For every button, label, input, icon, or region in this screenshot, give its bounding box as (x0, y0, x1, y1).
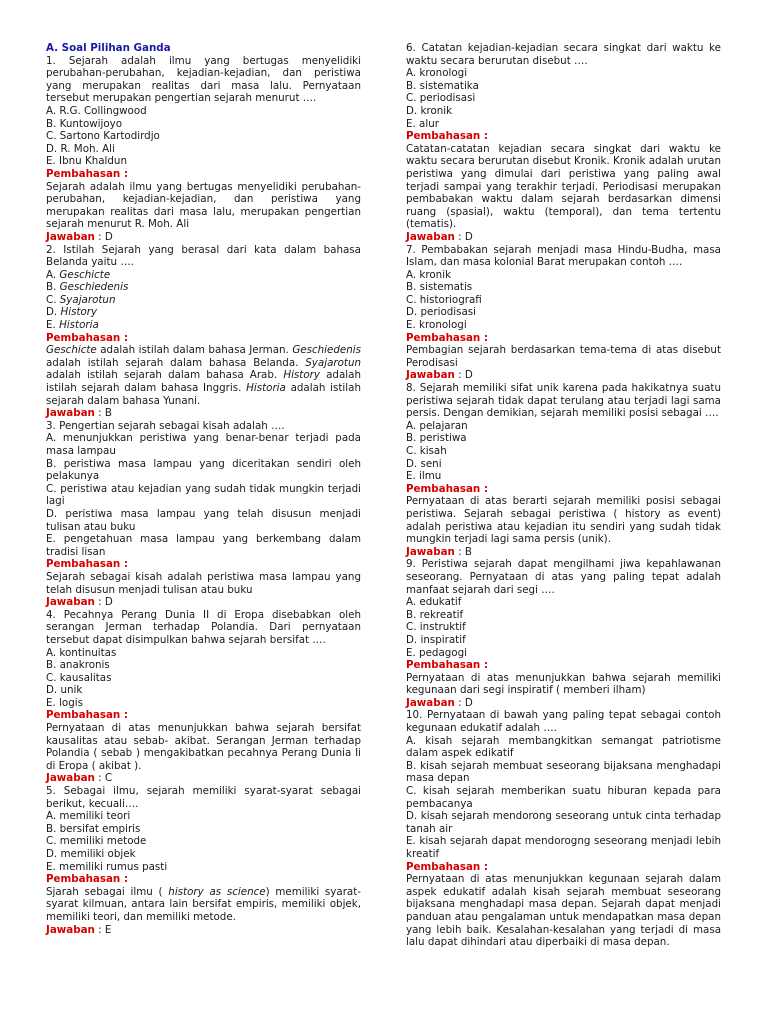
question-10: 10. Pernyataan di bawah yang paling tepat sebagai contoh kegunaan edukatif adalah …. (406, 709, 721, 735)
question-1: 1. Sejarah adalah ilmu yang bertugas menyelidiki perubahan-perubahan, kejadian-kejadian, dan peristiwa yang merupakan realitas dari masa lalu. Pernyataan tersebut merupakan pengertian sejarah menurut …. (46, 54, 361, 105)
option: C. instruktif (406, 621, 466, 634)
option: A. pelajaran (406, 419, 468, 432)
question-5: 5. Sebagai ilmu, sejarah memiliki syarat-syarat sebagai berikut, kecuali…. (46, 785, 361, 810)
option: C. periodisasi (406, 92, 476, 105)
answer-3: Jawaban : D (46, 596, 113, 609)
option: E. memiliki rumus pasti (46, 860, 168, 873)
answer-4: Jawaban : C (46, 772, 113, 785)
answer-1: Jawaban : D (46, 230, 113, 243)
option: A. kronologi (406, 67, 468, 80)
option: A. R.G. Collingwood (46, 104, 147, 117)
answer-5: Jawaban : E (46, 923, 112, 936)
section-title: A. Soal Pilihan Ganda (46, 42, 171, 54)
option: B. kisah sejarah membuat seseorang bijaksana menghadapi masa depan (406, 759, 721, 785)
option: D. kronik (406, 104, 453, 117)
question-8: 8. Sejarah memiliki sifat unik karena pada hakikatnya suatu peristiwa sejarah tidak dapat terulang atau terjadi lagi sama persis. Dengan demikian, sejarah memiliki posisi sebagai …. (406, 382, 721, 420)
explanation-3: Sejarah sebagai kisah adalah peristiwa masa lampau yang telah disusun menjadi tulisan atau buku (46, 570, 361, 596)
answer-2: Jawaban : B (46, 407, 112, 420)
option: D. History (46, 306, 98, 319)
option: A. kronik (406, 268, 452, 281)
pembahasan-label: Pembahasan : (46, 558, 128, 571)
option: A. menunjukkan peristiwa yang benar-benar terjadi pada masa lampau (46, 432, 361, 457)
pembahasan-label: Pembahasan : (406, 331, 488, 344)
question-4: 4. Pecahnya Perang Dunia II di Eropa disebabkan oleh serangan Jerman terhadap Polandia. Dari pernyataan tersebut dapat disimpulkan bahwa sejarah bersifat …. (46, 608, 361, 646)
option: E. Historia (46, 319, 99, 332)
option: B. peristiwa masa lampau yang diceritakan sendiri oleh pelakunya (46, 457, 361, 483)
option: E. pedagogi (406, 646, 468, 659)
question-3: 3. Pengertian sejarah sebagai kisah adalah …. (46, 419, 285, 432)
pembahasan-label: Pembahasan : (406, 482, 488, 495)
option: C. peristiwa atau kejadian yang sudah tidak mungkin terjadi lagi (46, 482, 361, 508)
question-6: 6. Catatan kejadian-kejadian secara singkat dari waktu ke waktu secara berurutan disebut …. (406, 42, 721, 67)
answer-9: Jawaban : D (406, 696, 473, 709)
answer-7: Jawaban : D (406, 369, 473, 382)
explanation-7: Pembagian sejarah berdasarkan tema-tema di atas disebut Perodisasi (406, 344, 721, 369)
explanation-6: Catatan-catatan kejadian secara singkat dari waktu ke waktu secara berurutan disebut Kronik. Kronik adalah urutan peristiwa yang dimulai dari peristiwa yang paling awal terjadi sampai yang terakhir terjadi. Periodisasi merupakan pembabakan waktu dalam sejarah berdasarkan dimensi ruang (spasial), waktu (temporal), dan tema tertentu (tematis). (406, 142, 721, 231)
explanation-4: Pernyataan di atas menunjukkan bahwa sejarah bersifat kausalitas atau sebab- akibat. Serangan Jerman terhadap Polandia ( sebab ) mengakibatkan pecahnya Perang Dunia Ii di Eropa ( akibat ). (46, 722, 361, 772)
option: D. memiliki objek (46, 848, 136, 860)
option: D. unik (46, 684, 83, 697)
explanation-1: Sejarah adalah ilmu yang bertugas menyelidiki perubahan-perubahan, kejadian-kejadian, dan peristiwa yang merupakan realitas dari masa lalu, merupakan pengertian sejarah menurut R. Moh. Ali (46, 180, 361, 231)
option: E. pengetahuan masa lampau yang berkembang dalam tradisi lisan (46, 533, 361, 558)
option: B. Geschiedenis (46, 281, 129, 294)
left-column (46, 42, 361, 936)
right-column (406, 42, 721, 949)
option: A. kontinuitas (46, 646, 117, 659)
option: B. peristiwa (406, 432, 467, 445)
option: D. periodisasi (406, 306, 477, 319)
option: C. memiliki metode (46, 835, 147, 848)
option: B. Kuntowijoyo (46, 117, 123, 130)
option: B. sistematis (406, 281, 473, 294)
option: B. bersifat empiris (46, 822, 141, 835)
option: E. kisah sejarah dapat mendorogng seseorang menjadi lebih kreatif (406, 835, 721, 860)
explanation-5: Sjarah sebagai ilmu ( history as science) memiliki syarat-syarat kilmuan, antara lain bersifat empiris, memiliki objek, memiliki teori, dan memiliki metode. (46, 885, 361, 923)
explanation-8: Pernyataan di atas berarti sejarah memiliki posisi sebagai peristiwa. Sejarah sebagai peristiwa ( history as event) adalah peristiwa atau kejadian itu sendiri yang sudah tidak mungkin terjadi lagi sama persis (unik). (406, 495, 721, 546)
option: E. alur (406, 117, 439, 130)
option: B. anakronis (46, 659, 110, 672)
question-2: 2. Istilah Sejarah yang berasal dari kata dalam bahasa Belanda yaitu …. (46, 243, 361, 269)
option: A. Geschicte (46, 268, 111, 281)
option: D. R. Moh. Ali (46, 142, 115, 155)
option: C. Sartono Kartodirdjo (46, 130, 160, 143)
option: A. kisah sejarah membangkitkan semangat patriotisme dalam aspek edikatif (406, 734, 721, 760)
explanation-9: Pernyataan di atas menunjukkan bahwa sejarah memiliki kegunaan dari segi inspiratif ( memberi ilham) (406, 671, 721, 697)
option: C. kisah sejarah memberikan suatu hiburan kepada para pembacanya (406, 785, 721, 810)
option: B. rekreatif (406, 608, 464, 621)
option: D. seni (406, 457, 442, 470)
option: E. kronologi (406, 319, 467, 332)
explanation-10: Pernyataan di atas menunjukkan kegunaan sejarah dalam aspek edukatif adalah kisah sejarah membuat seseorang bijaksana menghadapi masa depan. Sejarah dapat menjadi panduan atau pengalaman untuk mendapatkan masa depan yang lebih baik. Kesalahan-kesalahan yang terjadi di masa lalu dapat dihindari atau diperbaiki di masa depan. (406, 873, 721, 949)
pembahasan-label: Pembahasan : (46, 167, 128, 180)
option: C. historiografi (406, 293, 482, 306)
answer-8: Jawaban : B (406, 545, 472, 558)
option: C. kausalitas (46, 671, 112, 684)
pembahasan-label: Pembahasan : (46, 331, 128, 344)
option: E. ilmu (406, 470, 442, 483)
pembahasan-label: Pembahasan : (406, 130, 488, 143)
option: B. sistematika (406, 79, 479, 92)
pembahasan-label: Pembahasan : (406, 659, 488, 672)
question-7: 7. Pembabakan sejarah menjadi masa Hindu-Budha, masa Islam, dan masa kolonial Barat merupakan contoh …. (406, 243, 721, 269)
option: D. kisah sejarah mendorong seseorang untuk cinta terhadap tanah air (406, 810, 721, 835)
option: C. kisah (406, 445, 447, 457)
pembahasan-label: Pembahasan : (406, 860, 488, 873)
pembahasan-label: Pembahasan : (46, 873, 128, 886)
question-9: 9. Peristiwa sejarah dapat mengilhami jiwa kepahlawanan seseorang. Pernyataan di atas yang paling tepat adalah manfaat sejarah dari segi …. (406, 558, 721, 596)
option: A. edukatif (406, 596, 462, 609)
pembahasan-label: Pembahasan : (46, 709, 128, 722)
option: E. logis (46, 696, 83, 709)
option: A. memiliki teori (46, 810, 131, 823)
answer-6: Jawaban : D (406, 230, 473, 243)
option: D. peristiwa masa lampau yang telah disusun menjadi tulisan atau buku (46, 507, 361, 533)
option: E. Ibnu Khaldun (46, 155, 127, 168)
option: C. Syajarotun (46, 293, 116, 306)
explanation-2: Geschicte adalah istilah dalam bahasa Jerman. Geschiedenis adalah istilah sejarah dalam bahasa Belanda. Syajarotun adalah istilah sejarah dalam bahasa Arab. History adalah istilah sejarah dalam bahasa Inggris. Historia adalah istilah sejarah dalam bahasa Yunani. (46, 344, 361, 407)
option: D. inspiratif (406, 633, 466, 646)
